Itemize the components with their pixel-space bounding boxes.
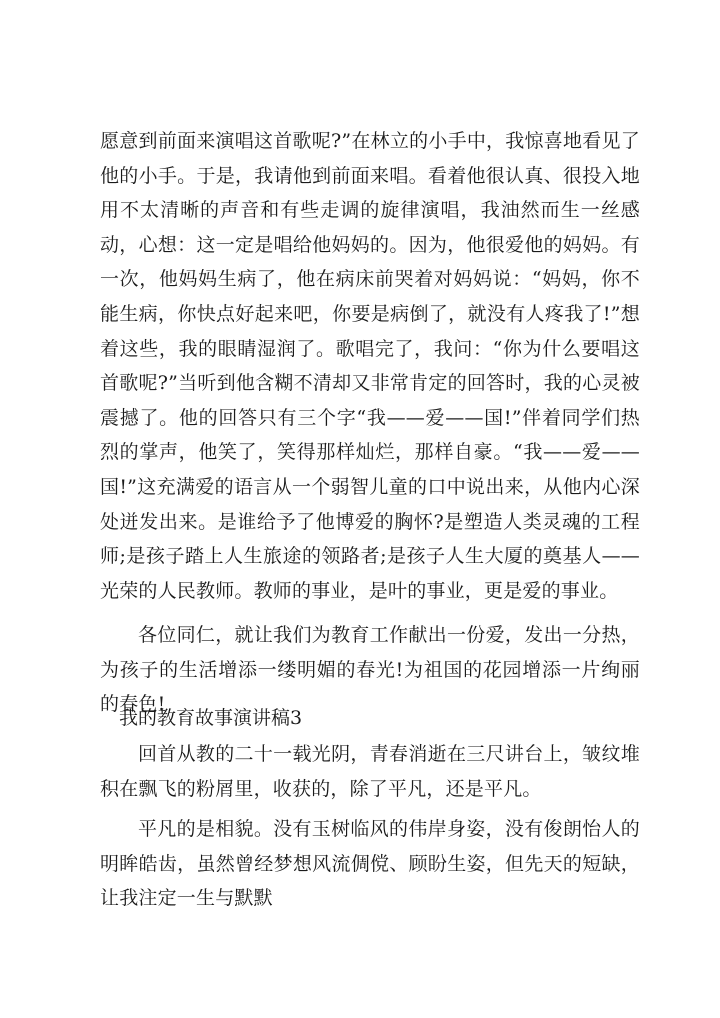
paragraph-text: 平凡的是相貌。没有玉树临风的伟岸身姿，没有俊朗怡人的明眸皓齿，虽然曾经梦想风流倜傥、顾盼生姿，但先天的短缺，让我注定一生与默默: [100, 818, 640, 910]
heading-text: 我的教育故事演讲稿3: [119, 707, 303, 729]
paragraph-intro: [100, 737, 640, 806]
section-heading: [100, 701, 640, 736]
paragraph-continuation: [100, 124, 640, 608]
paragraph-appearance: [100, 812, 640, 916]
paragraph-text: 愿意到前面来演唱这首歌呢?”在林立的小手中，我惊喜地看见了他的小手。于是，我请他到前面来唱。看着他很认真、很投入地用不太清晰的声音和有些走调的旋律演唱，我油然而生一丝感动，心想：这一定是唱给他妈妈的。因为，他很爱他的妈妈。有一次，他妈妈生病了，他在病床前哭着对妈妈说：“妈妈，你不能生病，你快点好起来吧，你要是病倒了，就没有人疼我了!”想着这些，我的眼睛湿润了。歌唱完了，我问：“你为什么要唱这首歌呢?”当听到他含糊不清却又非常肯定的回答时，我的心灵被震撼了。他的回答只有三个字“我——爱——国!”伴着同学们热烈的掌声，他笑了，笑得那样灿烂，那样自豪。“我——爱——国!”这充满爱的语言从一个弱智儿童的口中说出来，从他内心深处迸发出来。是谁给予了他博爱的胸怀?是塑造人类灵魂的工程师;是孩子踏上人生旅途的领路者;是孩子人生大厦的奠基人——光荣的人民教师。教师的事业，是叶的事业，更是爱的事业。: [100, 130, 640, 602]
paragraph-text: 回首从教的二十一载光阴，青春消逝在三尺讲台上，皱纹堆积在飘飞的粉屑里，收获的，除了平凡，还是平凡。: [100, 743, 640, 800]
paragraph-text: 各位同仁，就让我们为教育工作献出一份爱，发出一分热，为孩子的生活增添一缕明媚的春光!为祖国的花园增添一片绚丽的春色!: [100, 624, 640, 716]
